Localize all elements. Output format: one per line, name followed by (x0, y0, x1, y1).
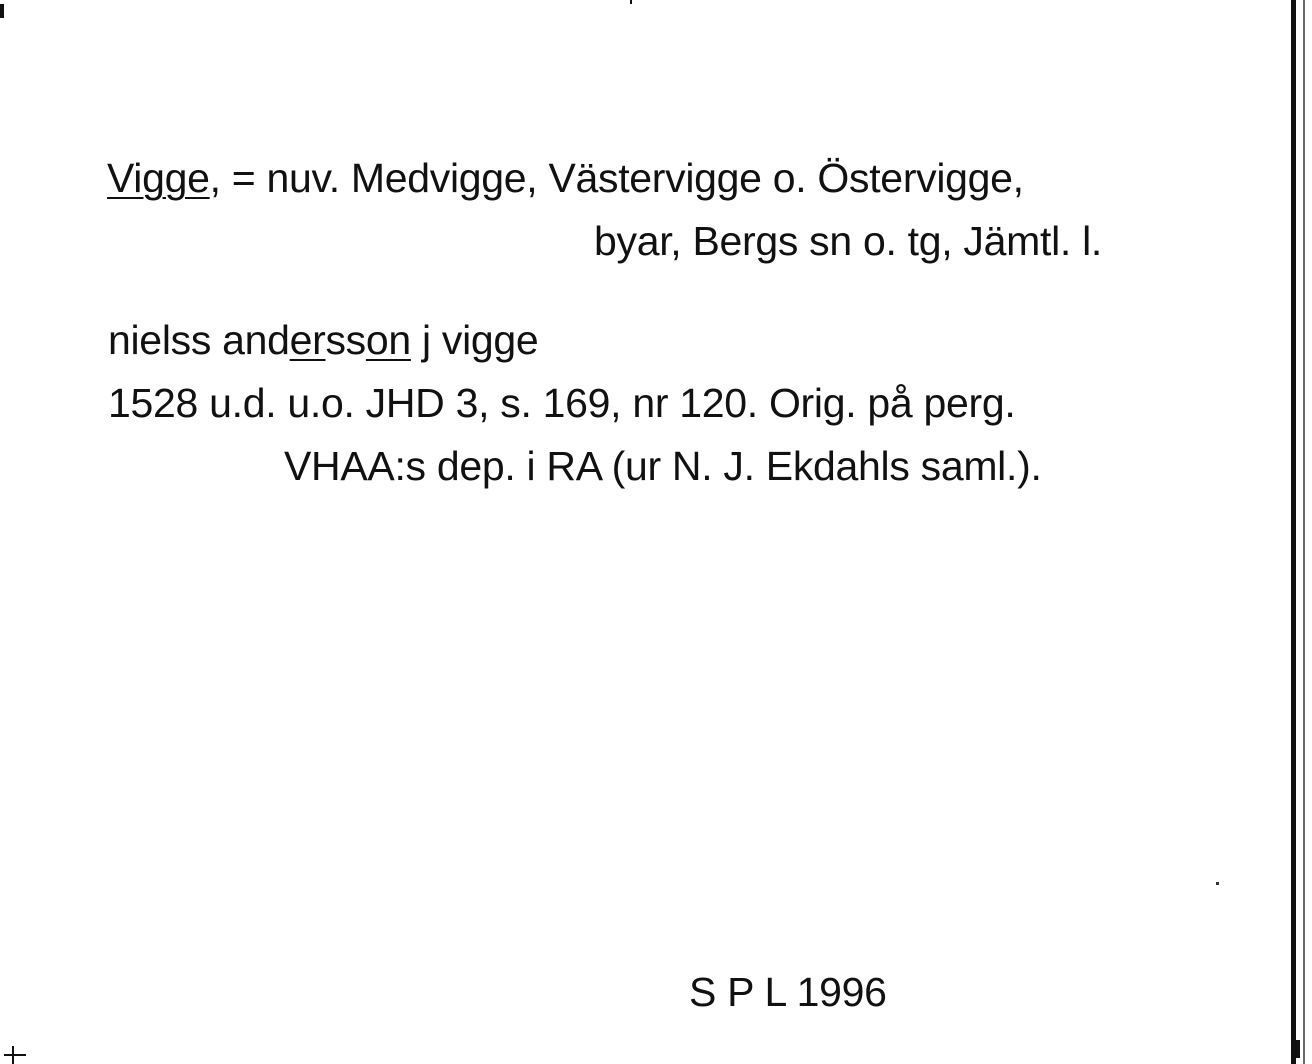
scan-mark-top (630, 0, 632, 4)
entry-name-underlined-on: on (365, 317, 411, 363)
card-right-edge-shadow (1303, 0, 1305, 1064)
source-line-2: VHAA:s dep. i RA (ur N. J. Ekdahls saml.). (284, 443, 1042, 489)
entry-name-part: j vigge (410, 317, 539, 363)
entry-name-part: nielss and (108, 317, 290, 363)
entry-name-part: ss (325, 317, 366, 363)
entry-name-underlined-er: er (289, 317, 326, 363)
scan-mark-bottom-right (1294, 1040, 1300, 1058)
heading-continuation: byar, Bergs sn o. tg, Jämtl. l. (594, 218, 1102, 264)
scan-mark-top-left (0, 4, 4, 18)
signature: S P L 1996 (689, 969, 887, 1015)
entry-name-line (108, 316, 538, 364)
heading-line (107, 154, 1024, 202)
headword: Vigge (107, 155, 210, 201)
source-line-1: 1528 u.d. u.o. JHD 3, s. 169, nr 120. Orig. på perg. (108, 380, 1016, 426)
scan-mark-bottom-left-horizontal (4, 1054, 26, 1056)
scan-speck (1216, 882, 1219, 885)
heading-definition: , = nuv. Medvigge, Västervigge o. Östervigge, (209, 155, 1024, 201)
card-right-edge (1291, 0, 1296, 1064)
